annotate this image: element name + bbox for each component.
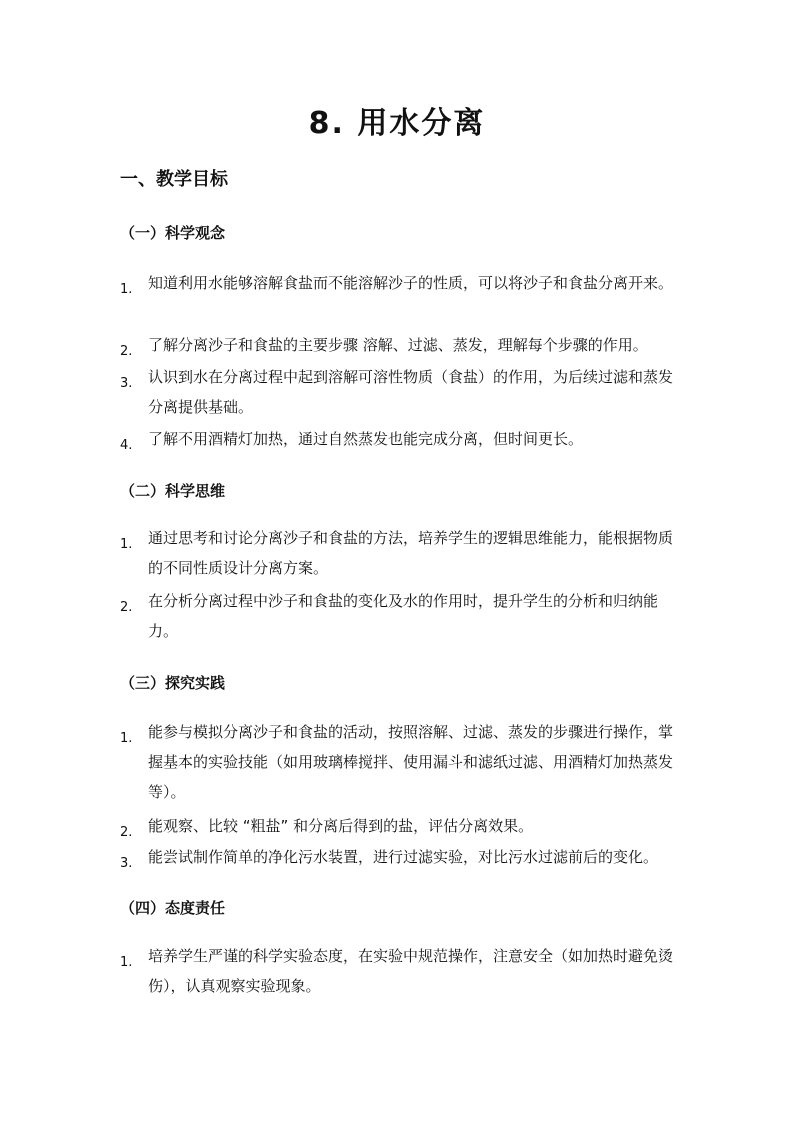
list-text: 培养学生严谨的科学实验态度，在实验中规范操作，注意安全（如加热时避免烫伤），认真观察实验现象。 [148, 947, 674, 995]
list-item [120, 811, 676, 841]
list-item [120, 717, 676, 807]
subsection-heading: （二）科学思维 [120, 482, 226, 500]
list-number: 4. [120, 438, 133, 453]
list-item [120, 330, 676, 360]
list-item [120, 362, 676, 422]
list-number: 2. [120, 600, 133, 615]
list-number: 3. [120, 856, 133, 871]
list-item [120, 941, 676, 1001]
list-text: 了解分离沙子和食盐的主要步骤 溶解、过滤、蒸发，理解每个步骤的作用。 [148, 336, 648, 354]
subsection-heading: （四）态度责任 [120, 899, 226, 917]
list-text: 在分析分离过程中沙子和食盐的变化及水的作用时，提升学生的分析和归纳能力。 [148, 592, 659, 640]
list-text: 能参与模拟分离沙子和食盐的活动，按照溶解、过滤、蒸发的步骤进行操作，掌握基本的实验技能（如用玻璃棒搅拌、使用漏斗和滤纸过滤、用酒精灯加热蒸发等）。 [148, 723, 674, 801]
list-text: 通过思考和讨论分离沙子和食盐的方法，培养学生的逻辑思维能力，能根据物质的不同性质设计分离方案。 [148, 529, 674, 577]
document-title: 8. 用水分离 [308, 106, 486, 141]
list-number: 1. [120, 537, 133, 552]
list-item [120, 586, 676, 646]
section-heading: 一、教学目标 [120, 169, 228, 190]
subsection-heading: （三）探究实践 [120, 674, 226, 692]
list-item [120, 268, 676, 298]
list-number: 1. [120, 731, 133, 746]
list-number: 1. [120, 955, 133, 970]
list-number: 1. [120, 282, 133, 297]
list-item [120, 523, 676, 583]
list-number: 2. [120, 344, 133, 359]
list-text: 认识到水在分离过程中起到溶解可溶性物质（食盐）的作用，为后续过滤和蒸发分离提供基础。 [148, 368, 674, 416]
list-item [120, 842, 676, 872]
list-number: 2. [120, 825, 133, 840]
list-text: 能尝试制作简单的净化污水装置，进行过滤实验，对比污水过滤前后的变化。 [148, 848, 659, 866]
list-text: 能观察、比较 “粗盐” 和分离后得到的盐，评估分离效果。 [148, 817, 534, 835]
list-item [120, 424, 676, 454]
list-text: 知道利用水能够溶解食盐而不能溶解沙子的性质，可以将沙子和食盐分离开来。 [148, 274, 674, 292]
subsection-heading: （一）科学观念 [120, 224, 226, 242]
list-text: 了解不用酒精灯加热，通过自然蒸发也能完成分离，但时间更长。 [148, 430, 584, 448]
list-number: 3. [120, 376, 133, 391]
